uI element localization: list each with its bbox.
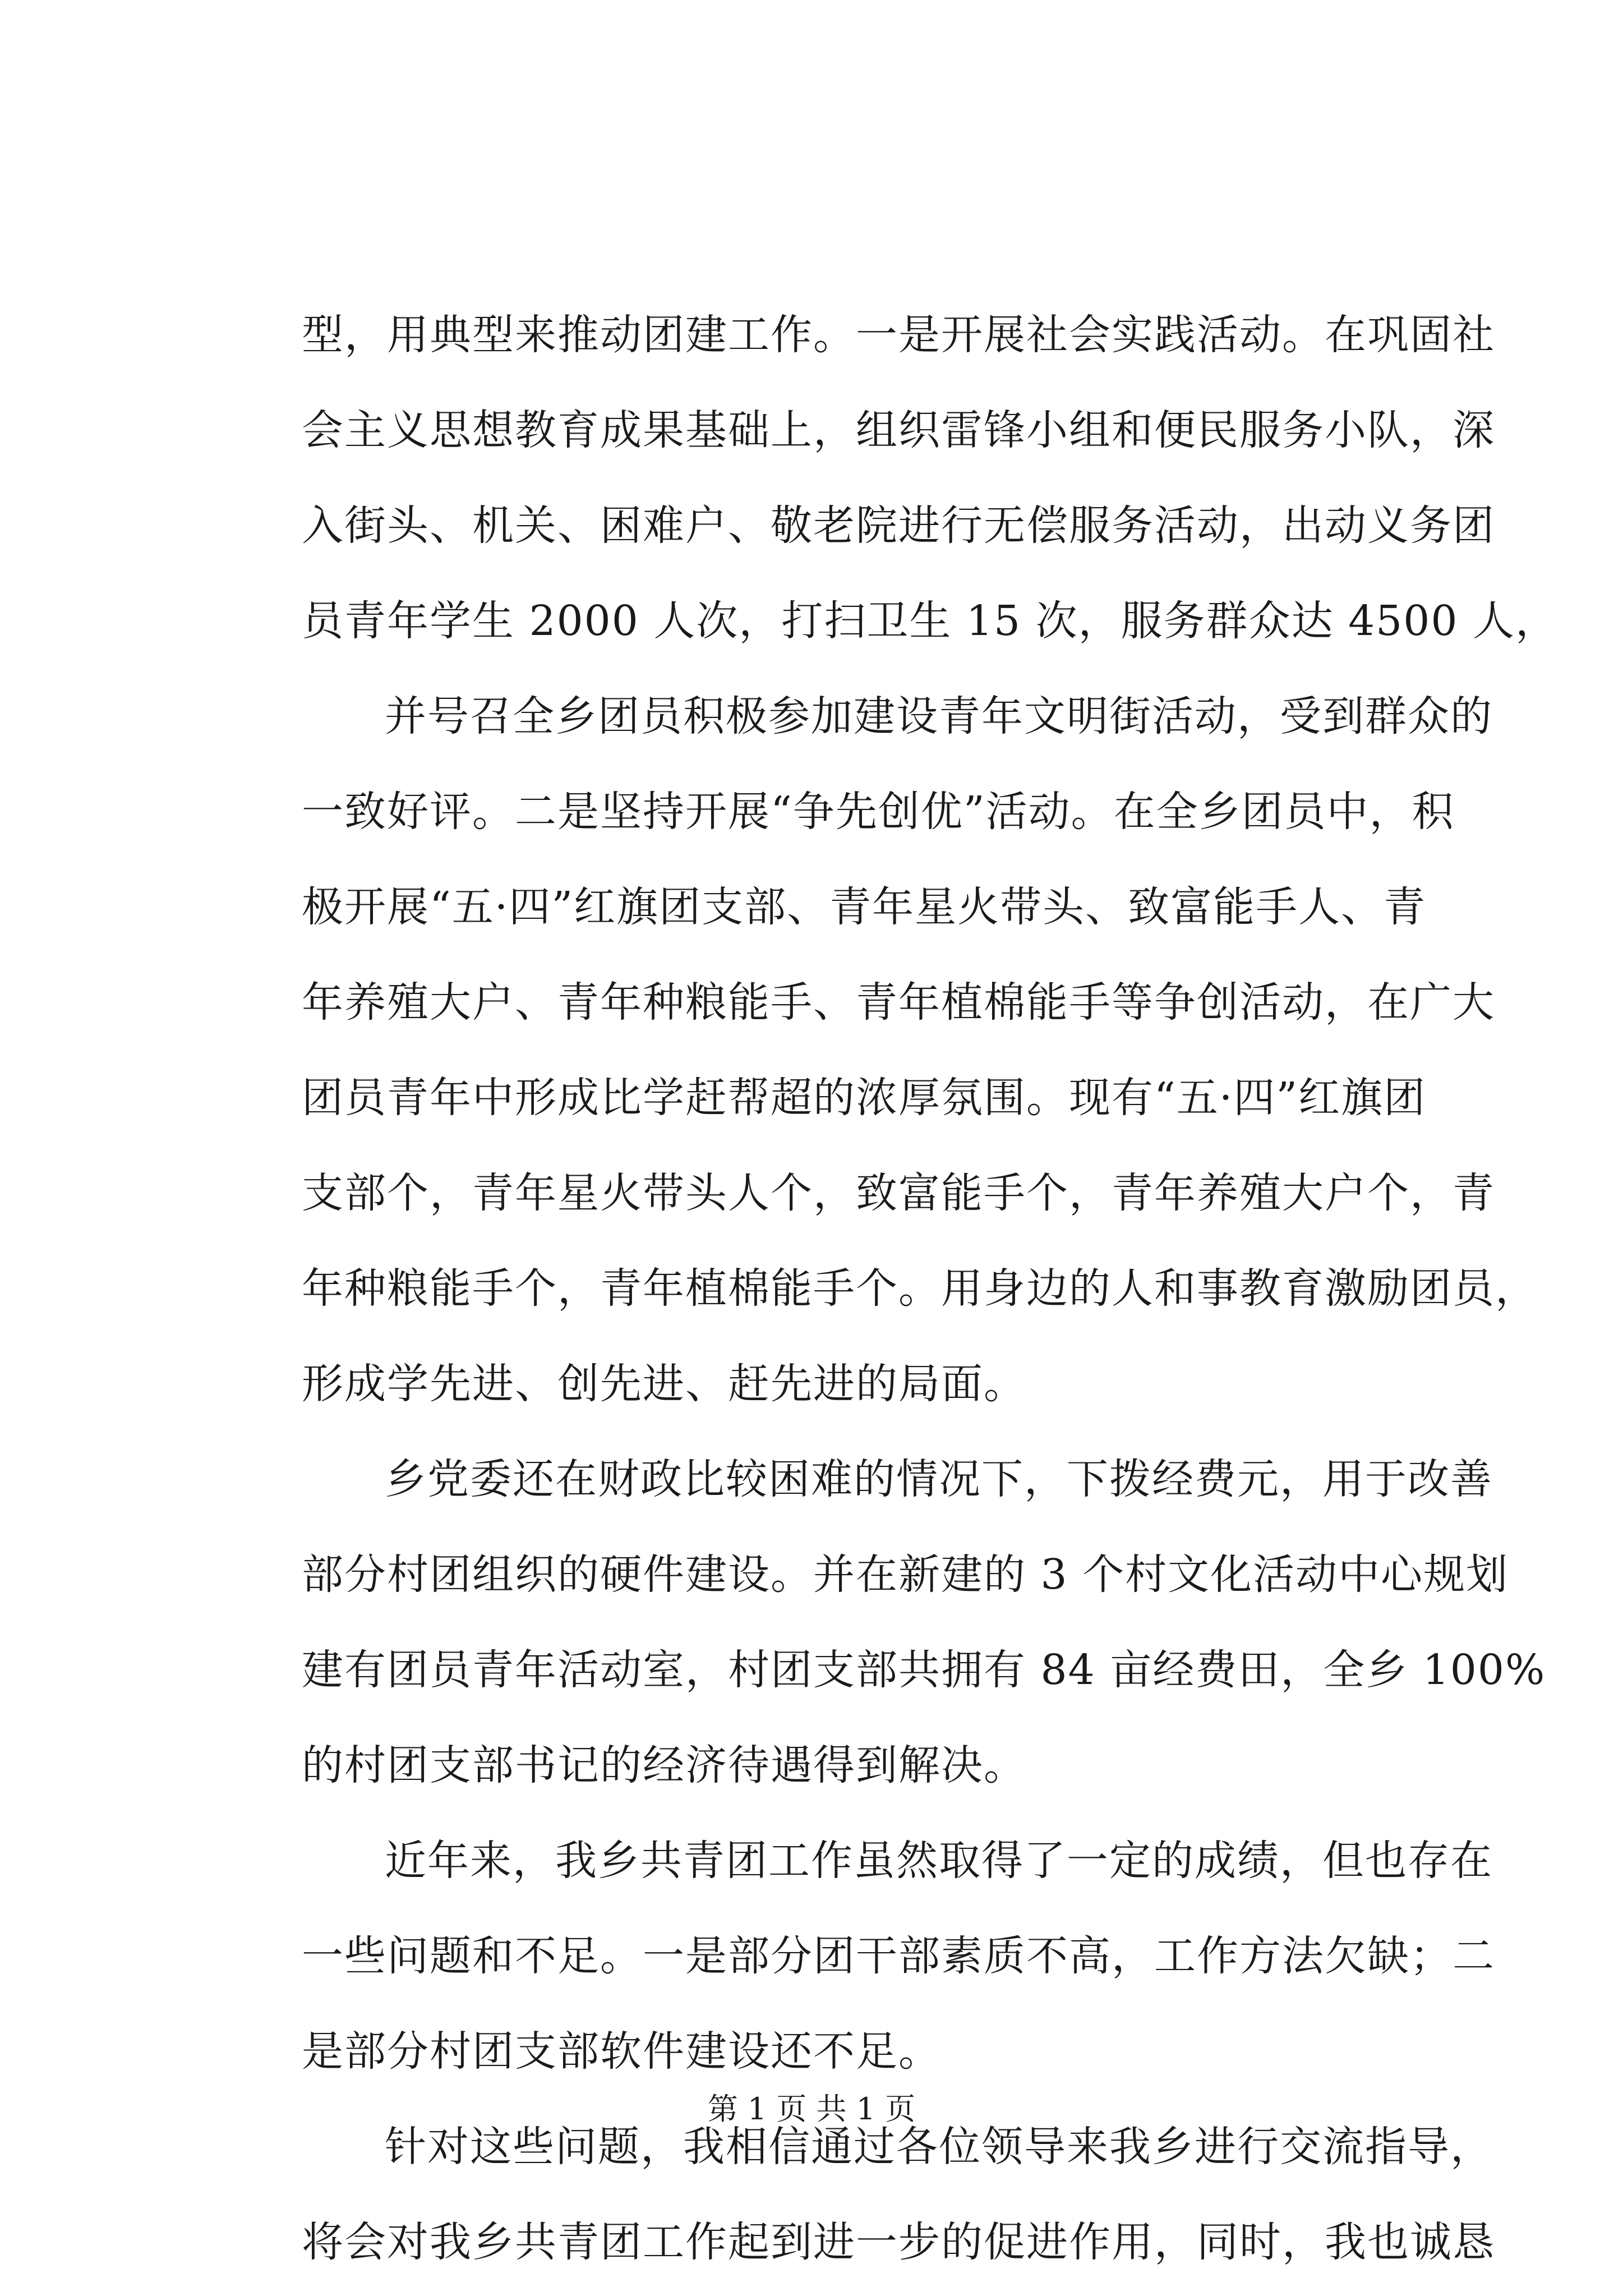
text-line: 是部分村团支部软件建设还不足。: [302, 2027, 941, 2076]
page-footer: 第 1 页 共 1 页: [707, 2091, 916, 2127]
text-line: 将会对我乡共青团工作起到进一步的促进作用，同时，我也诚恳: [302, 2218, 1495, 2266]
text-line: 支部个，青年星火带头人个，致富能手个，青年养殖大户个，青: [302, 1169, 1495, 1217]
text-line: 一些问题和不足。一是部分团干部素质不高，工作方法欠缺；二: [302, 1932, 1495, 1980]
text-line: 型，用典型来推动团建工作。一是开展社会实践活动。在巩固社: [302, 311, 1495, 359]
text-line: 乡党委还在财政比较困难的情况下，下拨经费元，用于改善: [385, 1455, 1493, 1503]
text-line: 年养殖大户、青年种粮能手、青年植棉能手等争创活动，在广大: [302, 978, 1495, 1027]
text-line: 建有团员青年活动室，村团支部共拥有 84 亩经费田，全乡 100%: [302, 1646, 1546, 1694]
text-line: 形成学先进、创先进、赶先进的局面。: [302, 1360, 1026, 1408]
text-line: 部分村团组织的硬件建设。并在新建的 3 个村文化活动中心规划: [302, 1550, 1509, 1599]
text-line: 针对这些问题，我相信通过各位领导来我乡进行交流指导，: [385, 2123, 1493, 2171]
text-line: 一致好评。二是坚持开展“争先创优”活动。在全乡团员中，积: [302, 788, 1455, 836]
text-line: 员青年学生 2000 人次，打扫卫生 15 次，服务群众达 4500 人，: [302, 597, 1558, 645]
text-line: 近年来，我乡共青团工作虽然取得了一定的成绩，但也存在: [385, 1837, 1493, 1885]
text-line: 会主义思想教育成果基础上，组织雷锋小组和便民服务小队，深: [302, 406, 1495, 454]
text-line: 极开展“五·四”红旗团支部、青年星火带头、致富能手人、青: [302, 883, 1427, 931]
text-line: 的村团支部书记的经济待遇得到解决。: [302, 1741, 1026, 1789]
text-line: 团员青年中形成比学赶帮超的浓厚氛围。现有“五·四”红旗团: [302, 1074, 1427, 1122]
text-line: 入街头、机关、困难户、敬老院进行无偿服务活动，出动义务团: [302, 501, 1495, 550]
text-line: 年种粮能手个，青年植棉能手个。用身边的人和事教育激励团员，: [302, 1264, 1538, 1313]
text-line: 并号召全乡团员积极参加建设青年文明街活动，受到群众的: [385, 692, 1493, 740]
